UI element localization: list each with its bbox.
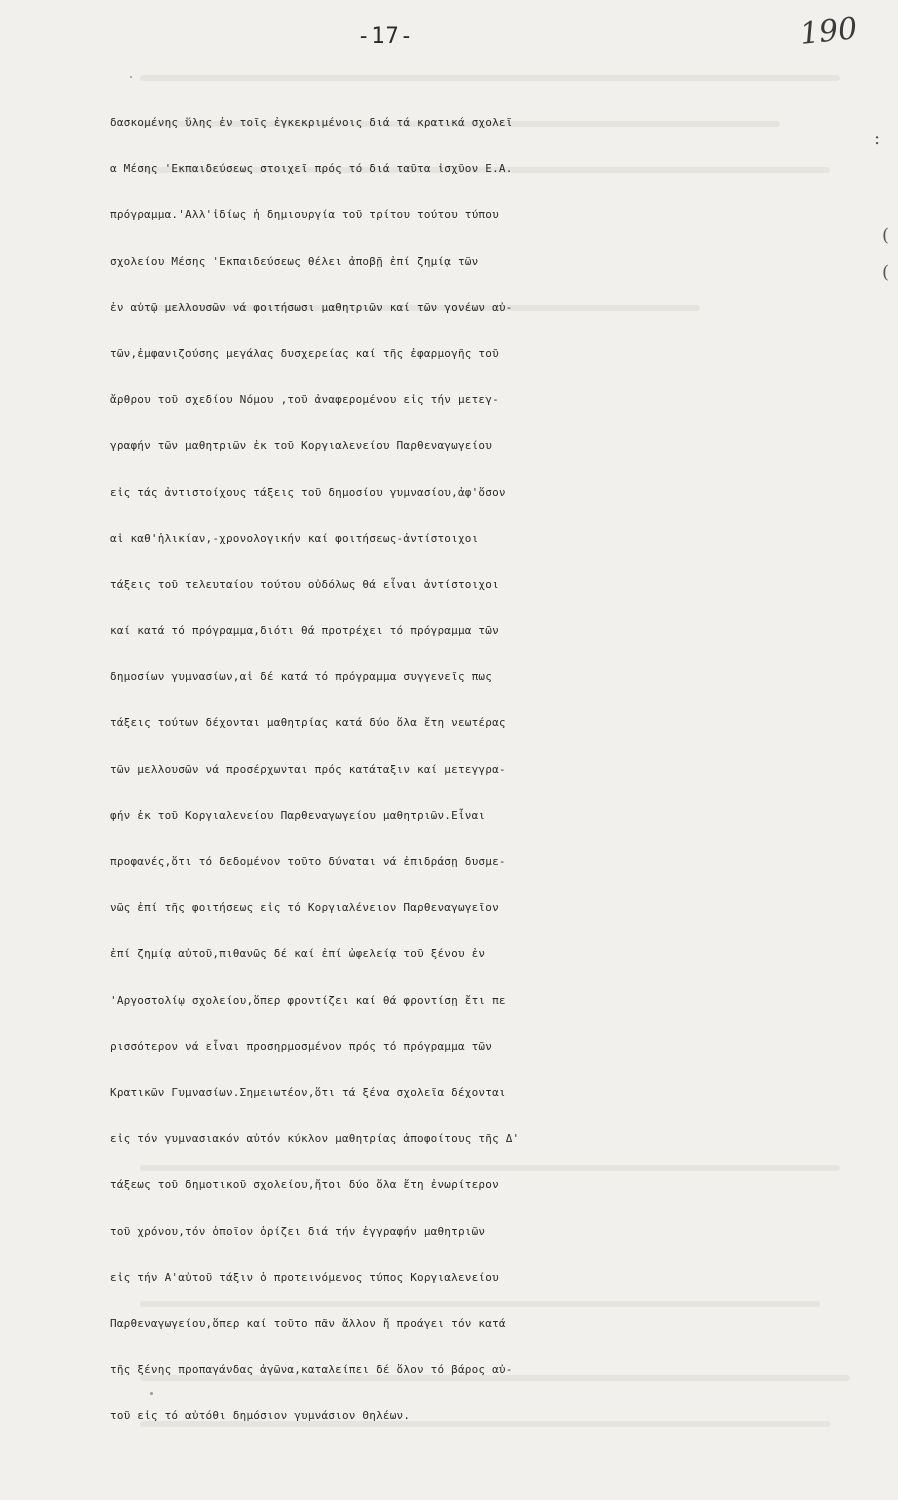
text-line: ρισσότερον νά εἶναι προσηρμοσμένον πρός τό πρόγραμμα τῶν [110,1039,493,1053]
text-line: τῶν μελλουσῶν νά προσέρχωνται πρός κατάταξιν καί μετεγγρα- [110,762,506,776]
typed-body-text [110,100,890,1439]
text-line: ἄρθρου τοῦ σχεδίου Νόμου ,τοῦ ἀναφερομένου εἰς τήν μετεγ- [110,393,499,407]
ink-speck [130,76,132,78]
text-line: νῶς ἐπί τῆς φοιτήσεως εἰς τό Κοργιαλένειον Παρθεναγωγεῖον [110,901,499,915]
text-line: εἰς τάς ἀντιστοίχους τάξεις τοῦ δημοσίου γυμνασίου,ἀφ'ὅσον [110,485,506,499]
text-line: προφανές,ὅτι τό δεδομένον τοῦτο δύναται νά ἐπιδράσῃ δυσμε- [110,855,506,868]
text-line: σχολείου Μέσης 'Εκπαιδεύσεως θέλει ἀποβῇ ἐπί ζημίᾳ τῶν [110,254,479,268]
text-line: τῆς ξένης προπαγάνδας ἀγῶνα,καταλείπει δέ ὅλον τό βάρος αὐ- [110,1363,513,1377]
page-number: -17- [357,24,414,49]
text-line: καί κατά τό πρόγραμμα,διότι θά προτρέχει τό πρόγραμμα τῶν [110,624,499,638]
margin-mark: ( [882,262,890,283]
text-line: δασκομένης ὕλης ἐν τοῖς ἐγκεκριμένοις διά τά κρατικά σχολεῖ [110,116,513,129]
text-line: πρόγραμμα.'Αλλ'ἰδίως ἡ δημιουργία τοῦ τρίτου τούτου τύπου [110,208,499,222]
text-line: δημοσίων γυμνασίων,αἱ δέ κατά τό πρόγραμμα συγγενεῖς πως [110,670,493,684]
text-line: εἰς τήν Α'αὐτοῦ τάξιν ὁ προτεινόμενος τύπος Κοργιαλενείου [110,1270,499,1284]
text-line: ἐν αὐτῷ μελλουσῶν νά φοιτήσωσι μαθητριῶν καί τῶν γονέων αὐ- [110,300,513,314]
text-line: τῶν,ἐμφανιζούσης μεγάλας δυσχερείας καί τῆς ἐφαρμογῆς τοῦ [110,346,499,360]
margin-mark: ( [882,225,890,246]
margin-mark: : [874,128,881,149]
text-line: α Μέσης 'Εκπαιδεύσεως στοιχεῖ πρός τό διά ταῦτα ἰσχῦον Ε.Α. [110,162,513,176]
text-line: εἰς τόν γυμνασιακόν αὐτόν κύκλον μαθητρίας ἀποφοίτους τῆς Δ' [110,1132,520,1146]
text-line: Παρθεναγωγείου,ὅπερ καί τοῦτο πᾶν ἄλλον ἤ προάγει τόν κατά [110,1316,506,1330]
text-line: τάξεως τοῦ δημοτικοῦ σχολείου,ἤτοι δύο ὅλα ἔτη ἐνωρίτερον [110,1178,499,1192]
text-line: γραφήν τῶν μαθητριῶν ἐκ τοῦ Κοργιαλενείου Παρθεναγωγείου [110,439,493,453]
bleed-through-text [140,70,860,84]
text-line: τοῦ εἰς τό αὐτόθι δημόσιον γυμνάσιον Θηλέων. [110,1409,411,1423]
text-line: τάξεις τούτων δέχονται μαθητρίας κατά δύο ὅλα ἔτη νεωτέρας [110,716,506,730]
text-line: αἱ καθ'ἡλικίαν,-χρονολογικήν καί φοιτήσεως-ἀντίστοιχοι [110,531,479,545]
text-line: ἐπί ζημίᾳ αὐτοῦ,πιθανῶς δέ καί ἐπί ὠφελείᾳ τοῦ ξένου ἐν [110,947,486,961]
text-line: φήν ἐκ τοῦ Κοργιαλενείου Παρθεναγωγείου μαθητριῶν.Εἶναι [110,808,486,822]
text-line: 'Αργοστολίῳ σχολείου,ὅπερ φροντίζει καί θά φροντίσῃ ἔτι πε [110,993,506,1007]
text-line: τάξεις τοῦ τελευταίου τούτου οὐδόλως θά εἶναι ἀντίστοιχοι [110,577,499,591]
text-line: Κρατικῶν Γυμνασίων.Σημειωτέον,ὅτι τά ξένα σχολεῖα δέχονται [110,1085,506,1099]
handwritten-archive-number: 190 [798,11,859,52]
text-line: τοῦ χρόνου,τόν ὁποῖον ὁρίζει διά τήν ἐγγραφήν μαθητριῶν [110,1224,486,1238]
